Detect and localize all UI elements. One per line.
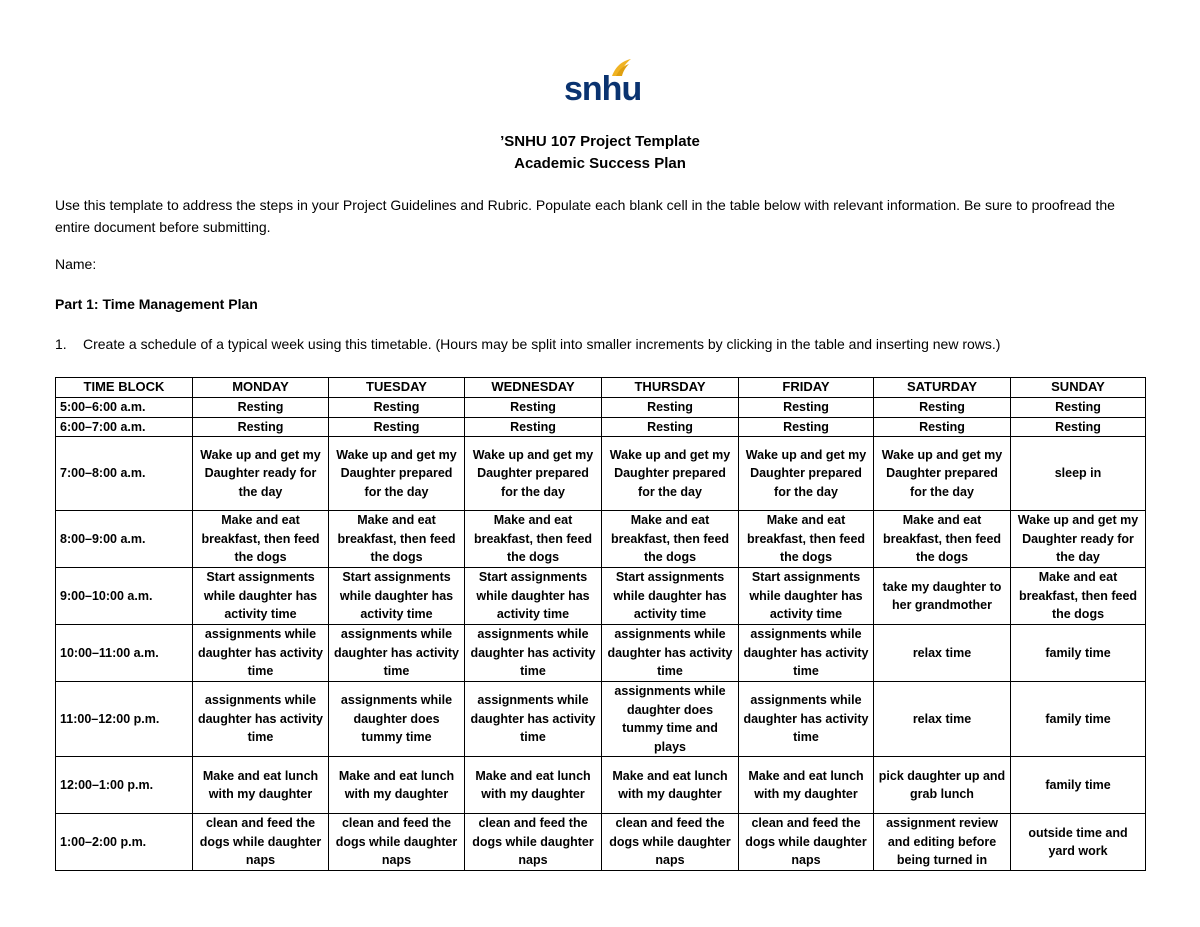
schedule-cell-saturday: Resting — [874, 417, 1011, 437]
table-row — [56, 625, 1146, 682]
schedule-cell-friday: Resting — [739, 398, 874, 418]
document-title-block — [0, 131, 1200, 175]
weekly-timetable — [55, 377, 1146, 871]
schedule-cell-friday: Make and eat breakfast, then feed the dogs — [739, 511, 874, 568]
time-block-cell: 9:00–10:00 a.m. — [56, 568, 193, 625]
schedule-cell-friday: Start assignments while daughter has activity time — [739, 568, 874, 625]
schedule-cell-thursday: assignments while daughter does tummy time and plays — [602, 682, 739, 757]
table-row — [56, 398, 1146, 418]
schedule-cell-friday: Make and eat lunch with my daughter — [739, 757, 874, 814]
schedule-cell-tuesday: clean and feed the dogs while daughter naps — [329, 814, 465, 871]
schedule-cell-thursday: Make and eat lunch with my daughter — [602, 757, 739, 814]
schedule-cell-thursday: Wake up and get my Daughter prepared for the day — [602, 437, 739, 511]
schedule-cell-monday: Resting — [193, 398, 329, 418]
schedule-cell-sunday: family time — [1011, 682, 1146, 757]
document-title: ’SNHU 107 Project Template — [500, 133, 700, 150]
header-time-block: TIME BLOCK — [56, 378, 193, 398]
schedule-cell-saturday: relax time — [874, 625, 1011, 682]
schedule-cell-sunday: family time — [1011, 757, 1146, 814]
schedule-cell-saturday: pick daughter up and grab lunch — [874, 757, 1011, 814]
schedule-cell-thursday: clean and feed the dogs while daughter naps — [602, 814, 739, 871]
schedule-cell-monday: assignments while daughter has activity time — [193, 625, 329, 682]
schedule-cell-monday: Wake up and get my Daughter ready for the day — [193, 437, 329, 511]
table-row — [56, 757, 1146, 814]
schedule-cell-friday: clean and feed the dogs while daughter naps — [739, 814, 874, 871]
schedule-cell-wednesday: Start assignments while daughter has activity time — [465, 568, 602, 625]
schedule-cell-wednesday: clean and feed the dogs while daughter naps — [465, 814, 602, 871]
part-heading: Part 1: Time Management Plan — [55, 296, 258, 312]
header-wednesday: WEDNESDAY — [465, 378, 602, 398]
header-friday: FRIDAY — [739, 378, 874, 398]
schedule-cell-wednesday: assignments while daughter has activity time — [465, 625, 602, 682]
intro-paragraph: Use this template to address the steps in your Project Guidelines and Rubric. Populate each blank cell in the table below with relevant information. Be sure to proofread the entire document before submitting. — [55, 197, 1115, 235]
schedule-cell-monday: assignments while daughter has activity time — [193, 682, 329, 757]
schedule-cell-saturday: take my daughter to her grandmother — [874, 568, 1011, 625]
header-tuesday: TUESDAY — [329, 378, 465, 398]
time-block-cell: 6:00–7:00 a.m. — [56, 417, 193, 437]
schedule-cell-wednesday: Make and eat lunch with my daughter — [465, 757, 602, 814]
schedule-cell-friday: assignments while daughter has activity time — [739, 625, 874, 682]
schedule-cell-thursday: assignments while daughter has activity time — [602, 625, 739, 682]
schedule-cell-wednesday: assignments while daughter has activity time — [465, 682, 602, 757]
table-row — [56, 814, 1146, 871]
table-row — [56, 682, 1146, 757]
schedule-cell-tuesday: Resting — [329, 398, 465, 418]
time-block-cell: 1:00–2:00 p.m. — [56, 814, 193, 871]
table-row — [56, 417, 1146, 437]
schedule-cell-thursday: Start assignments while daughter has activity time — [602, 568, 739, 625]
schedule-cell-tuesday: Wake up and get my Daughter prepared for the day — [329, 437, 465, 511]
schedule-cell-tuesday: assignments while daughter does tummy time — [329, 682, 465, 757]
header-saturday: SATURDAY — [874, 378, 1011, 398]
schedule-cell-saturday: Wake up and get my Daughter prepared for the day — [874, 437, 1011, 511]
time-block-cell: 8:00–9:00 a.m. — [56, 511, 193, 568]
schedule-cell-sunday: family time — [1011, 625, 1146, 682]
time-block-cell: 10:00–11:00 a.m. — [56, 625, 193, 682]
time-block-cell: 11:00–12:00 p.m. — [56, 682, 193, 757]
schedule-cell-wednesday: Resting — [465, 398, 602, 418]
schedule-cell-thursday: Resting — [602, 417, 739, 437]
schedule-cell-wednesday: Wake up and get my Daughter prepared for the day — [465, 437, 602, 511]
header-thursday: THURSDAY — [602, 378, 739, 398]
time-block-cell: 12:00–1:00 p.m. — [56, 757, 193, 814]
schedule-cell-monday: Resting — [193, 417, 329, 437]
table-row — [56, 437, 1146, 511]
time-block-cell: 7:00–8:00 a.m. — [56, 437, 193, 511]
schedule-cell-wednesday: Make and eat breakfast, then feed the dogs — [465, 511, 602, 568]
schedule-cell-monday: clean and feed the dogs while daughter naps — [193, 814, 329, 871]
schedule-cell-tuesday: assignments while daughter has activity time — [329, 625, 465, 682]
schedule-cell-monday: Make and eat lunch with my daughter — [193, 757, 329, 814]
schedule-cell-saturday: relax time — [874, 682, 1011, 757]
schedule-cell-sunday: outside time and yard work — [1011, 814, 1146, 871]
schedule-cell-tuesday: Start assignments while daughter has activity time — [329, 568, 465, 625]
document-subtitle: Academic Success Plan — [514, 155, 686, 172]
schedule-cell-tuesday: Make and eat lunch with my daughter — [329, 757, 465, 814]
schedule-cell-sunday: Make and eat breakfast, then feed the dogs — [1011, 568, 1146, 625]
snhu-logo — [564, 56, 642, 108]
table-header — [56, 378, 1146, 398]
name-label: Name: — [55, 256, 97, 272]
header-row — [56, 378, 1146, 398]
schedule-cell-sunday: Resting — [1011, 417, 1146, 437]
schedule-cell-sunday: sleep in — [1011, 437, 1146, 511]
schedule-cell-monday: Make and eat breakfast, then feed the dogs — [193, 511, 329, 568]
table-row — [56, 511, 1146, 568]
schedule-cell-thursday: Make and eat breakfast, then feed the dogs — [602, 511, 739, 568]
step-text: Create a schedule of a typical week using this timetable. (Hours may be split into smaller increments by clicking in the table and inserting new rows.) — [83, 336, 1001, 352]
schedule-cell-saturday: assignment review and editing before being turned in — [874, 814, 1011, 871]
table-row — [56, 568, 1146, 625]
schedule-cell-saturday: Resting — [874, 398, 1011, 418]
step-number: 1. — [55, 336, 67, 352]
schedule-cell-friday: Resting — [739, 417, 874, 437]
schedule-cell-friday: assignments while daughter has activity time — [739, 682, 874, 757]
schedule-cell-sunday: Wake up and get my Daughter ready for the day — [1011, 511, 1146, 568]
header-sunday: SUNDAY — [1011, 378, 1146, 398]
time-block-cell: 5:00–6:00 a.m. — [56, 398, 193, 418]
table-body — [56, 398, 1146, 871]
schedule-cell-sunday: Resting — [1011, 398, 1146, 418]
step-instruction — [55, 336, 1155, 352]
schedule-cell-wednesday: Resting — [465, 417, 602, 437]
logo-wordmark: snhu — [564, 70, 642, 108]
schedule-cell-monday: Start assignments while daughter has activity time — [193, 568, 329, 625]
schedule-cell-thursday: Resting — [602, 398, 739, 418]
schedule-cell-tuesday: Resting — [329, 417, 465, 437]
schedule-cell-saturday: Make and eat breakfast, then feed the dogs — [874, 511, 1011, 568]
schedule-cell-friday: Wake up and get my Daughter prepared for the day — [739, 437, 874, 511]
header-monday: MONDAY — [193, 378, 329, 398]
schedule-cell-tuesday: Make and eat breakfast, then feed the dogs — [329, 511, 465, 568]
